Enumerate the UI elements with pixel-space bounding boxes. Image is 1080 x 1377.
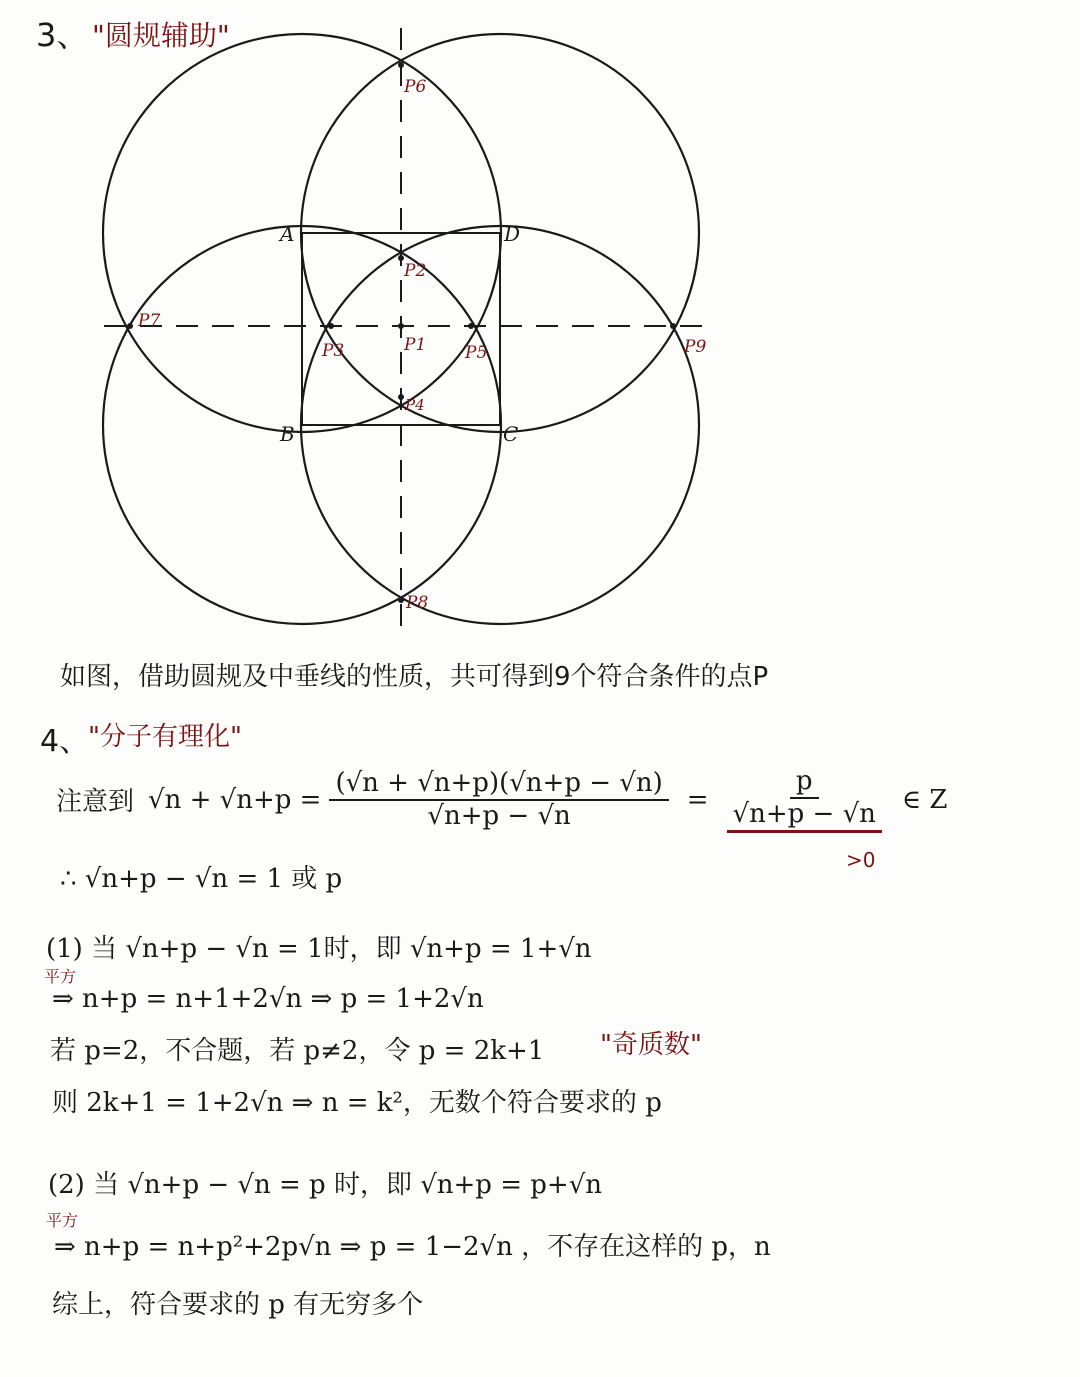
equation-line-5: 若 p=2，不合题，若 p≠2，令 p = 2k+1	[50, 1036, 545, 1066]
equation-line-1	[56, 766, 948, 833]
equation-line-8: ⇒ n+p = n+p²+2p√n ⇒ p = 1−2√n ，不存在这样的 p，n	[54, 1232, 771, 1262]
label-p9: P9	[684, 337, 707, 357]
odd-prime-tag: "奇质数"	[600, 1030, 702, 1060]
fraction-simplified-numerator: p	[790, 766, 819, 799]
fraction-simplified-denominator: √n+p − √n	[727, 799, 882, 833]
square-tag-1: 平方	[44, 967, 77, 986]
figure-caption: 如图，借助圆规及中垂线的性质，共可得到9个符合条件的点P	[60, 662, 769, 692]
label-a: A	[280, 222, 295, 246]
square-tag-2: 平方	[46, 1211, 79, 1230]
label-p3: P3	[322, 341, 345, 361]
section4-title: "分子有理化"	[88, 722, 242, 752]
section4-number: 4、	[40, 724, 90, 759]
label-b: B	[280, 422, 295, 446]
label-p5: P5	[465, 343, 488, 363]
section3-title: "圆规辅助"	[92, 19, 230, 52]
equation-line-4: ⇒ n+p = n+1+2√n ⇒ p = 1+2√n	[52, 984, 484, 1014]
line1-prefix: 注意到	[56, 787, 135, 818]
label-d: D	[504, 222, 521, 246]
equation-line-7: (2) 当 √n+p − √n = p 时，即 √n+p = p+√n	[48, 1170, 603, 1200]
fraction-main-denominator: √n+p − √n	[427, 800, 571, 831]
equation-line-3: (1) 当 √n+p − √n = 1时，即 √n+p = 1+√n	[46, 934, 592, 964]
label-p8: P8	[406, 593, 429, 613]
positive-note: >0	[846, 848, 876, 872]
conclusion-line: 综上，符合要求的 p 有无穷多个	[52, 1290, 424, 1320]
label-p6: P6	[404, 77, 427, 97]
fraction-simplified	[727, 766, 882, 833]
section3-number: 3、	[36, 16, 89, 54]
label-p2: P2	[404, 261, 427, 281]
equation-line-6: 则 2k+1 = 1+2√n ⇒ n = k²，无数个符合要求的 p	[52, 1088, 662, 1118]
fraction-main-numerator: (√n + √n+p)(√n+p − √n)	[329, 768, 668, 801]
in-integers: ∈ Z	[901, 784, 948, 815]
line1-lhs: √n + √n+p =	[148, 784, 322, 815]
fraction-main	[329, 768, 668, 832]
label-p7: P7	[138, 311, 161, 331]
compass-construction-figure	[0, 0, 1080, 640]
label-p4: P4	[405, 396, 425, 414]
equation-line-2: ∴ √n+p − √n = 1 或 p	[60, 864, 343, 894]
label-c: C	[503, 422, 519, 446]
equals-sign: =	[686, 784, 709, 815]
label-p1: P1	[404, 335, 427, 355]
